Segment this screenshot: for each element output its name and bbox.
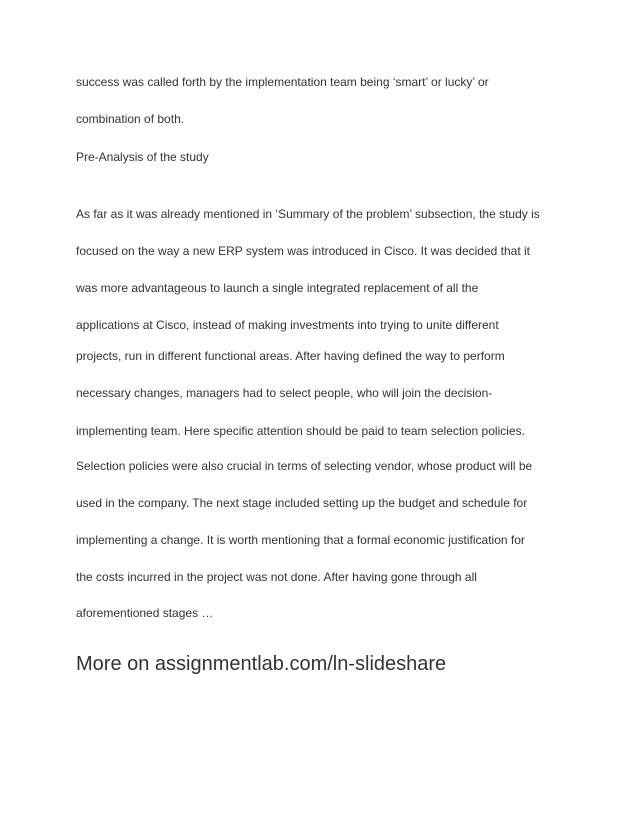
paragraph-line: implementing team. Here specific attention should be paid to team selection policies. [76, 424, 525, 438]
section-heading: Pre-Analysis of the study [76, 150, 209, 164]
paragraph-line: applications at Cisco, instead of making investments into trying to unite different [76, 318, 499, 332]
paragraph-line: the costs incurred in the project was not done. After having gone through all [76, 570, 477, 584]
paragraph-line: focused on the way a new ERP system was introduced in Cisco. It was decided that it [76, 244, 531, 258]
paragraph-line: Selection policies were also crucial in terms of selecting vendor, whose product will be [76, 459, 533, 473]
paragraph-line: As far as it was already mentioned in ‘Summary of the problem’ subsection, the study is [76, 207, 540, 221]
paragraph-line: necessary changes, managers had to select people, who will join the decision- [76, 386, 493, 400]
more-on-link[interactable]: More on assignmentlab.com/ln-slideshare [76, 653, 447, 675]
paragraph-line: used in the company. The next stage included setting up the budget and schedule for [76, 496, 528, 510]
paragraph-line: aforementioned stages … [76, 606, 214, 620]
paragraph-line: implementing a change. It is worth mentioning that a formal economic justification for [76, 533, 525, 547]
paragraph-line: was more advantageous to launch a single integrated replacement of all the [76, 281, 479, 295]
paragraph-line: success was called forth by the implementation team being ‘smart’ or lucky’ or [76, 75, 489, 89]
paragraph-line: combination of both. [76, 112, 185, 126]
paragraph-line: projects, run in different functional areas. After having defined the way to perform [76, 349, 505, 363]
